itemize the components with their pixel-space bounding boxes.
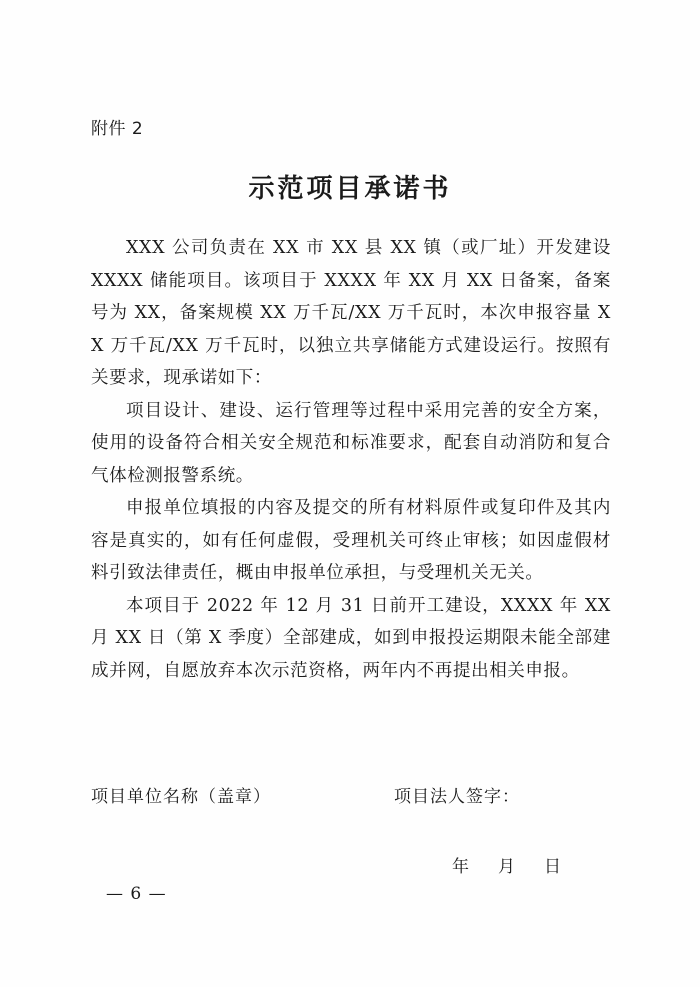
date-day-label: 日 (544, 857, 562, 877)
commitment-body (91, 232, 611, 687)
date-year-label: 年 (452, 857, 470, 877)
legal-representative-signature-label: 项目法人签字： (394, 787, 520, 807)
paragraph-schedule: 本项目于 2022 年 12 月 31 日前开工建设，XXXX 年 XX 月 XX 日（第 X 季度）全部建成，如到申报投运期限未能全部建成并网，自愿放弃本次示范资格，两年内不再提出相关申报。 (91, 595, 611, 681)
unit-name-seal-label: 项目单位名称（盖章） (91, 787, 271, 807)
paragraph-project-info: XXX 公司负责在 XX 市 XX 县 XX 镇（或厂址）开发建设 XXXX 储能项目。该项目于 XXXX 年 XX 月 XX 日备案，备案号为 XX，备案规模 XX 万千瓦/XX 万千瓦时，本次申报容量 XX 万千瓦/XX 万千瓦时，以独立共享储能方式建设运行。按照有关要求，现承诺如下： (91, 238, 611, 388)
page-number: — 6 — (106, 884, 167, 904)
date-month-label: 月 (498, 857, 516, 877)
date-line (452, 852, 562, 877)
signature-block (91, 782, 611, 808)
page-title: 示范项目承诺书 (248, 174, 452, 204)
paragraph-truthfulness: 申报单位填报的内容及提交的所有材料原件或复印件及其内容是真实的，如有任何虚假，受理机关可终止审核；如因虚假材料引致法律责任，概由申报单位承担，与受理机关无关。 (91, 498, 611, 583)
attachment-label: 附件 2 (91, 119, 144, 139)
paragraph-safety: 项目设计、建设、运行管理等过程中采用完善的安全方案，使用的设备符合相关安全规范和标准要求，配套自动消防和复合气体检测报警系统。 (91, 400, 611, 486)
